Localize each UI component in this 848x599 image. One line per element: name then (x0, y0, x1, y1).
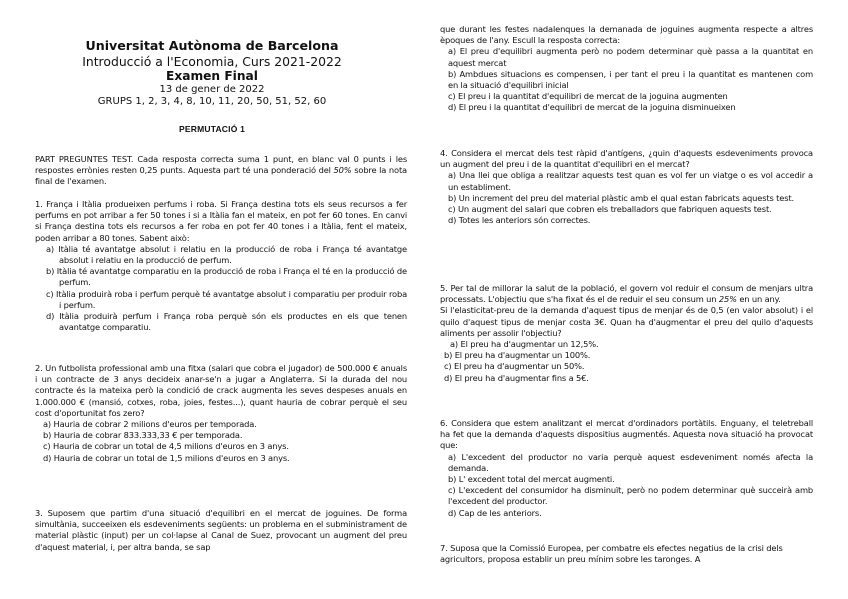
options-list (35, 419, 407, 464)
option-a: a) L'excedent del productor no varia perquè aquest esdeveniment només afecta la demanda. (448, 451, 813, 473)
intro-text-b: sobre la nota final de l'examen. (35, 165, 407, 187)
option-c: c) Un augment del salari que cobren els treballadors que fabriquen aquests test. (448, 204, 772, 215)
exam-groups: GRUPS 1, 2, 3, 4, 8, 10, 11, 20, 50, 51, 52, 60 (97, 96, 327, 107)
options-list (440, 170, 813, 226)
option-b: b) Itàlia té avantatge comparatiu en la producció de roba i França el té en la producció de perfum. (46, 266, 407, 288)
intro-text-a: PART PREGUNTES TEST. Cada resposta correcta suma 1 punt, en blanc val 0 punts i les respostes errònies resten 0,25 punts. Aquesta part té una ponderació del (35, 154, 407, 176)
question-stem: 2. Un futbolista professional amb una fitxa (salari que cobra el jugador) de 500.000 € anuals i un contracte de 3 anys decideix anar-se'n a jugar a Anglaterra. Si la durada del nou contracte és la mateixa però la condició de crack augmenta les seves despeses anuals en 1.000.000 € (mansió, cotxes, roba, joies, festes...), quant hauria de cobrar perquè el seu cost d'oportunitat fos zero? (35, 363, 407, 418)
option-a: a) El preu d'equilibri augmenta però no podem determinar què passa a la quantitat en aquest mercat (448, 46, 813, 68)
option-c: c) El preu i la quantitat d'equilibri de mercat de la joguina augmenten (448, 91, 728, 102)
question-2 (35, 363, 407, 464)
question-3-part2 (440, 24, 813, 114)
question-7 (440, 543, 813, 565)
option-d: d) Hauria de cobrar un total de 1,5 milions d'euros en 3 anys. (43, 452, 290, 463)
option-b: b) Un increment del preu del material plàstic amb el qual estan fabricats aquests test. (448, 192, 794, 203)
option-a: a) Itàlia té avantatge absolut i relatiu en la producció de roba i França té avantatge absolut i relatiu en la producció de perfum. (46, 243, 407, 266)
question-stem: 3. Suposem que partim d'una situació d'equilibri en el mercat de joguines. De forma simultània, succeeixen els esdeveniments següents: un problema en el subministrament de material plàstic (input) per un col·lapse al Canal de Suez, provocant un augment del preu d'aquest material, i, per altra banda, se sap (35, 508, 407, 552)
question-stem-a: 5. Per tal de millorar la salut de la població, el govern vol reduir el consum de menjars ultra processats. L'objectiu que s'ha fixat és el de reduir el seu consum un (440, 283, 813, 305)
intro-percent: 50% (333, 165, 352, 176)
question-1 (35, 199, 407, 333)
option-a: a) Una llei que obliga a realitzar aquests test quan es vol fer un viatge o es vol accedir a un establiment. (448, 170, 813, 192)
option-d: d) Totes les anteriors són correctes. (448, 215, 591, 226)
exam-header (0, 38, 424, 134)
option-a: a) El preu ha d'augmentar un 12,5%. (450, 339, 599, 350)
course-title: Introducció a l'Economia, Curs 2021-2022 (82, 54, 342, 69)
options-list (440, 339, 813, 384)
option-d: d) Itàlia produirà perfum i França roba perquè són els productes en els que tenen avantatge comparatiu. (46, 311, 407, 333)
option-b: b) El preu ha d'augmentar un 100%. (444, 350, 591, 361)
option-c: c) El preu ha d'augmentar un 50%. (444, 361, 585, 372)
question-stem-continued: que durant les festes nadalenques la demanada de joguines augmenta respecte a altres èpoques de l'any. Escull la resposta correcta: (440, 24, 813, 46)
option-b: b) Hauria de cobrar 833.333,33 € per temporada. (43, 430, 243, 441)
question-3-part1 (35, 508, 407, 553)
option-c: c) Hauria de cobrar un total de 4,5 milions d'euros en 3 anys. (43, 441, 289, 452)
permutation-label: PERMUTACIÓ 1 (179, 124, 245, 134)
option-c: c) Itàlia produirà roba i perfum perquè té avantatge absolut i comparatiu per produir roba i perfum. (46, 288, 407, 310)
question-4 (440, 148, 813, 226)
option-c: c) L'excedent del consumidor ha disminuït, però no podem determinar què succeirà amb l'excedent del productor. (448, 485, 813, 507)
option-d: d) El preu ha d'augmentar fins a 5€. (444, 372, 589, 383)
target-percent: 25% (718, 294, 737, 305)
options-list (440, 46, 813, 113)
university-title: Universitat Autònoma de Barcelona (85, 38, 339, 53)
options-list (35, 244, 407, 334)
exam-date: 13 de gener de 2022 (159, 84, 265, 95)
option-d: d) Cap de les anteriors. (448, 507, 542, 518)
option-a: a) Hauria de cobrar 2 milions d'euros per temporada. (43, 419, 257, 430)
exam-title: Examen Final (166, 69, 258, 83)
question-stem: 6. Considera que estem analitzant el mercat d'ordinadors portàtils. Enguany, el teletreball ha fet que la demanda d'aquests dispositius augmentés. Aquesta nova situació ha provocat que: (440, 418, 813, 451)
question-5 (440, 283, 813, 384)
question-6 (440, 418, 813, 519)
question-stem: 4. Considera el mercat dels test ràpid d'antígens, ¿quin d'aquests esdeveniments provoca un augment del preu i de la quantitat d'equilibri en el mercat? (440, 148, 813, 170)
options-list (440, 452, 813, 519)
intro-paragraph (35, 154, 407, 188)
question-stem-2: Si l'elasticitat-preu de la demanda d'aquest tipus de menjar és de 0,5 (en valor absolut) i el quilo d'aquest tipus de menjar costa 3€. Quan ha d'augmentar el preu del quilo d'aquests aliments per assolir l'objectiu? (440, 305, 813, 338)
option-b: b) L' excedent total del mercat augmenti. (448, 474, 615, 485)
question-stem-b: en un any. (736, 294, 781, 305)
question-stem: 7. Suposa que la Comissió Europea, per combatre els efectes negatius de la crisi dels agricultors, proposa establir un preu mínim sobre les taronges. A (440, 543, 783, 565)
option-d: d) El preu i la quantitat d'equilibri de mercat de la joguina disminueixen (448, 102, 736, 113)
option-b: b) Ambdues situacions es compensen, i per tant el preu i la quantitat es mantenen com en la situació d'equilibri inicial (448, 68, 813, 91)
question-stem: 1. França i Itàlia produeixen perfums i roba. Si França destina tots els seus recursos a fer perfums en pot arribar a fer 50 tones i si a Itàlia fan el mateix, en pot fer 60 tones. En canvi si França destina tots els recursos a fer roba en pot fer 40 tones i a Itàlia, fent el mateix, poden arribar a 80 tones. Sabent això: (35, 199, 407, 243)
